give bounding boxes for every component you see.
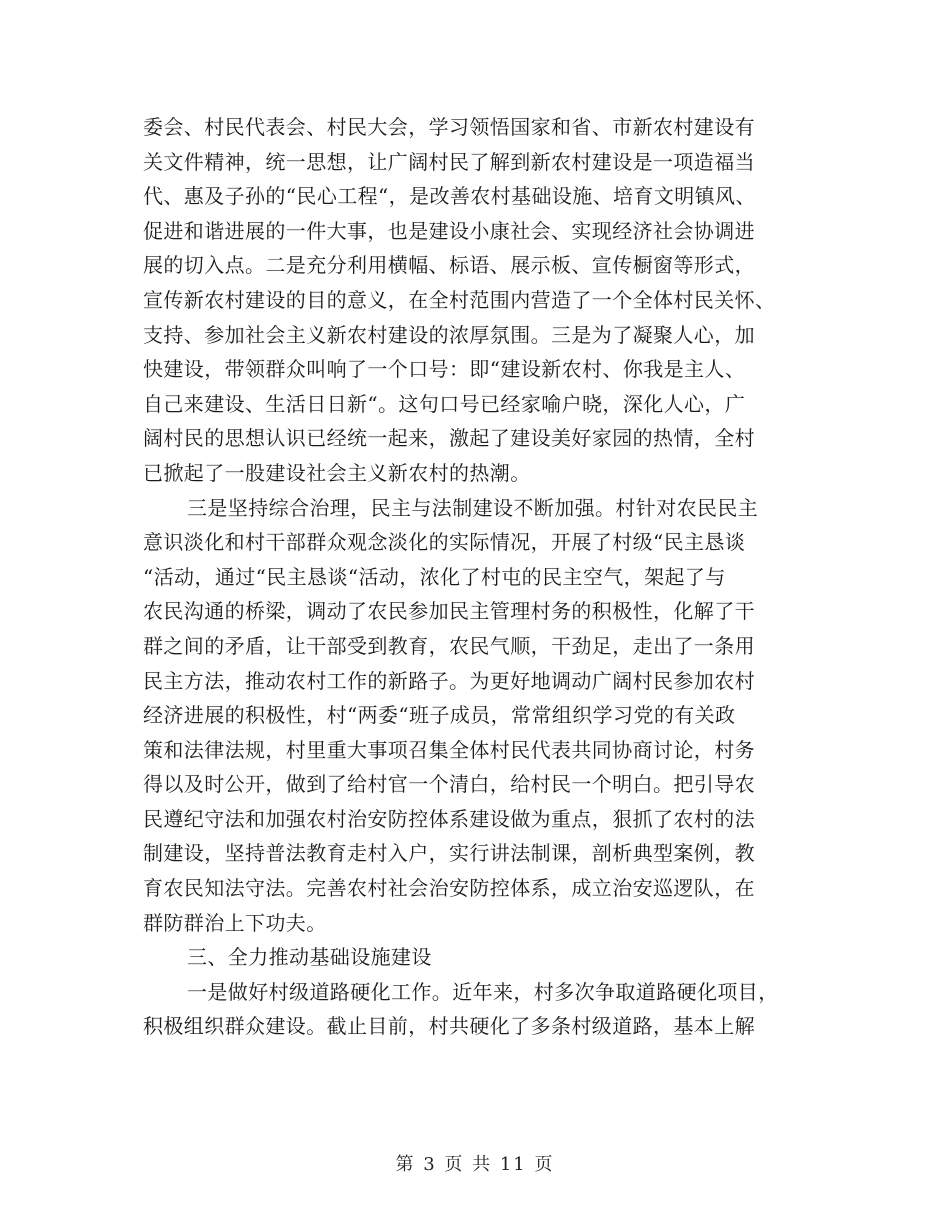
- text-line: 阔村民的思想认识已经统一起来，激起了建设美好家园的热情，全村: [143, 426, 755, 451]
- paragraph-start-line: 一是做好村级道路硬化工作。近年来，村多次争取道路硬化项目，: [187, 979, 779, 1004]
- text-line: 自己来建设、生活日日新“。这句口号已经家喻户晓，深化人心，广: [143, 391, 746, 416]
- text-line: 委会、村民代表会、村民大会，学习领悟国家和省、市新农村建设有: [143, 115, 755, 139]
- text-line: 得以及时公开，做到了给村官一个清白，给村民一个明白。把引导农: [143, 772, 755, 797]
- document-body: [143, 110, 813, 1044]
- section-heading: 三、全力推动基础设施建设: [187, 945, 432, 970]
- text-line: 展的切入点。二是充分利用横幅、标语、展示板、宣传橱窗等形式，: [143, 253, 755, 278]
- text-line: 民主方法，推动农村工作的新路子。为更好地调动广阔村民参加农村: [143, 668, 755, 693]
- paragraph-start-line: 三是坚持综合治理，民主与法制建设不断加强。村针对农民民主: [187, 495, 759, 520]
- text-line: 农民沟通的桥梁，调动了农民参加民主管理村务的积极性，化解了干: [143, 599, 755, 624]
- text-line: 快建设，带领群众叫响了一个口号：即“建设新农村、你我是主人、: [143, 357, 746, 382]
- text-line: “活动，通过“民主恳谈“活动，浓化了村屯的民主空气，架起了与: [143, 564, 726, 589]
- text-line: 促进和谐进展的一件大事，也是建设小康社会、实现经济社会协调进: [143, 218, 755, 243]
- text-line: 宣传新农村建设的目的意义，在全村范围内营造了一个全体村民关怀、: [143, 287, 776, 312]
- text-line: 群之间的矛盾，让干部受到教育，农民气顺，干劲足，走出了一条用: [143, 633, 755, 658]
- text-line: 制建设，坚持普法教育走村入户，实行讲法制课，剖析典型案例，教: [143, 841, 755, 866]
- text-line: 育农民知法守法。完善农村社会治安防控体系，成立治安巡逻队，在: [143, 876, 755, 901]
- text-line: 群防群治上下功夫。: [143, 910, 327, 935]
- text-line: 支持、参加社会主义新农村建设的浓厚氛围。三是为了凝聚人心，加: [143, 322, 755, 347]
- text-line: 积极组织群众建设。截止目前，村共硬化了多条村级道路，基本上解: [143, 1014, 755, 1039]
- text-line: 策和法律法规，村里重大事项召集全体村民代表共同协商讨论，村务: [143, 737, 755, 762]
- text-line: 关文件精神，统一思想，让广阔村民了解到新农村建设是一项造福当: [143, 149, 755, 174]
- text-line: 意识淡化和村干部群众观念淡化的实际情况，开展了村级“民主恳谈: [143, 530, 746, 555]
- page-number-footer: 第 3 页 共 11 页: [395, 1154, 555, 1175]
- text-line: 代、惠及子孙的“民心工程“，是改善农村基础设施、培育文明镇风、: [143, 184, 756, 209]
- text-line: 民遵纪守法和加强农村治安防控体系建设做为重点，狠抓了农村的法: [143, 806, 755, 831]
- text-line: 经济进展的积极性，村“两委“班子成员，常常组织学习党的有关政: [143, 703, 736, 728]
- text-line: 已掀起了一股建设社会主义新农村的热潮。: [143, 460, 531, 485]
